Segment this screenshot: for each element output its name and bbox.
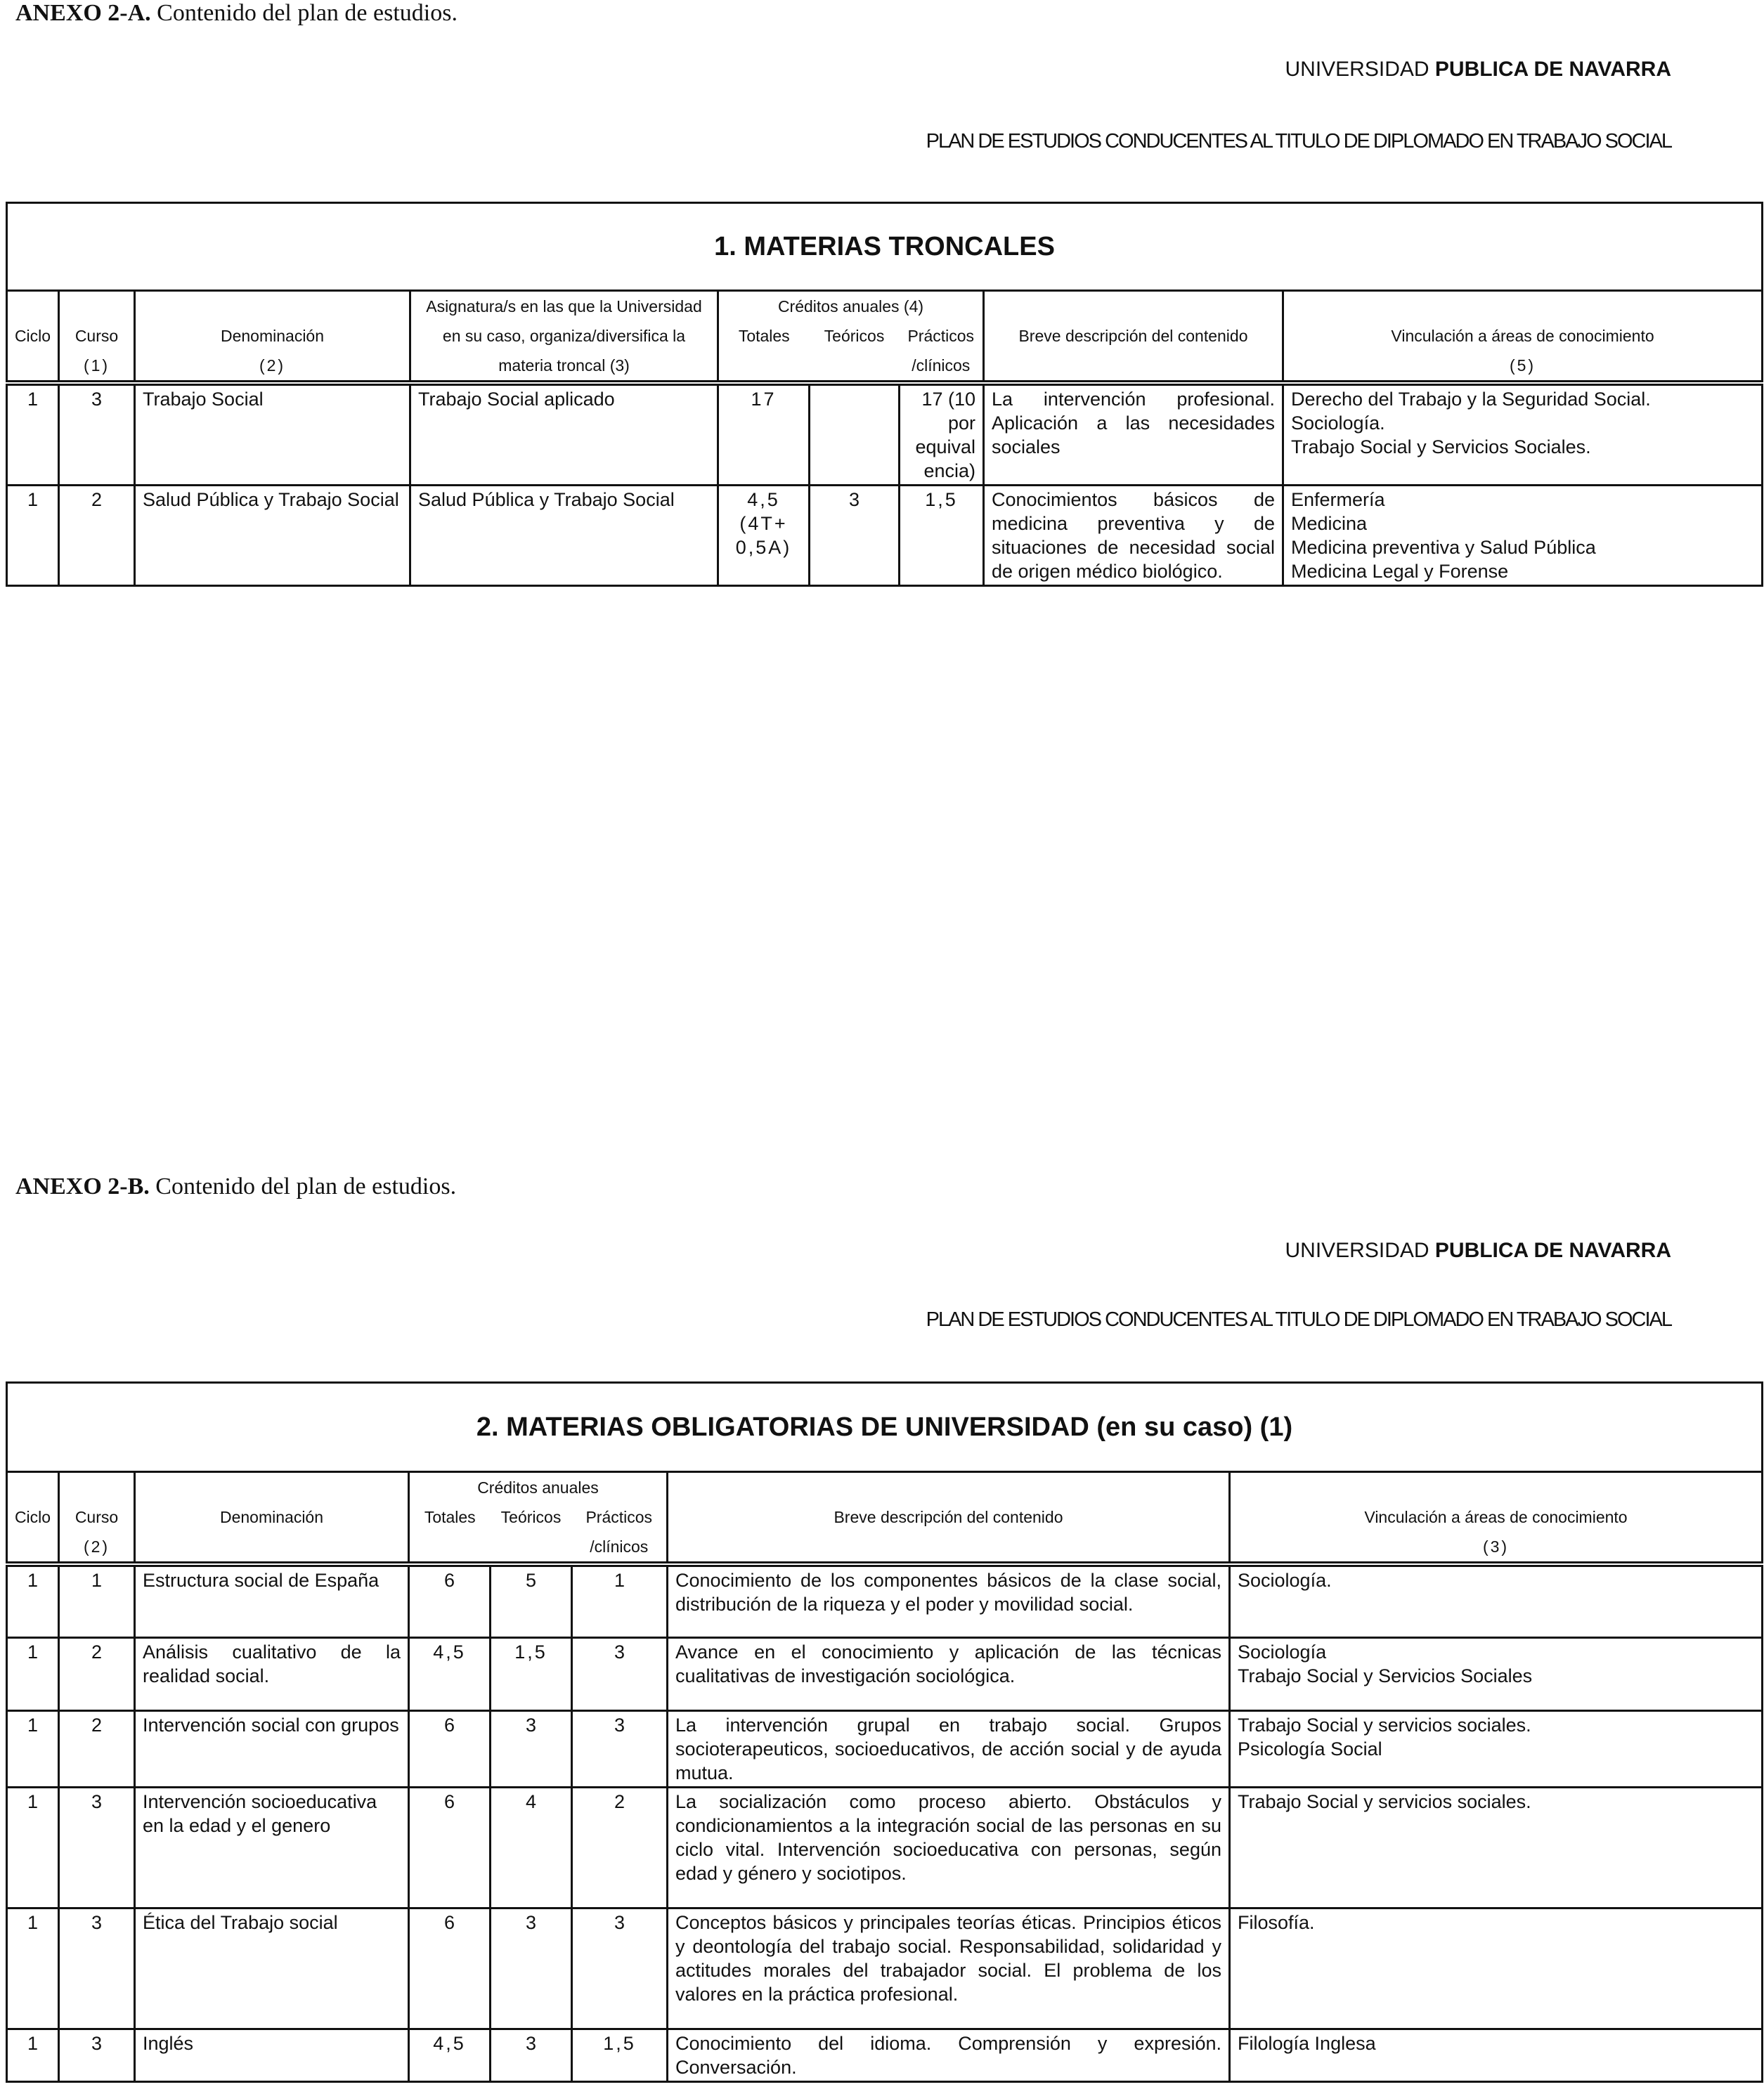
- cell-totales: 4,5: [409, 1637, 491, 1710]
- cell-teoricos: 3: [491, 1710, 572, 1787]
- header-practicos: Prácticos: [900, 321, 984, 351]
- cell-ciclo: 1: [7, 1908, 59, 2029]
- vinculacion-line: Sociología: [1238, 1641, 1327, 1663]
- cell-curso: 2: [59, 486, 135, 586]
- vinculacion-line: Medicina: [1291, 513, 1368, 534]
- table-row: [7, 1908, 1763, 2029]
- university-name: PUBLICA DE NAVARRA: [1434, 1239, 1671, 1262]
- cell-descripcion: Conocimiento de los componentes básicos de la clase social, distribución de la riqueza y el poder y movilidad social.: [668, 1564, 1230, 1637]
- table-row: [7, 383, 1763, 486]
- header-vinculacion: Vinculación a áreas de conocimiento: [1230, 1502, 1763, 1532]
- header-creditos: Créditos anuales (4): [718, 291, 984, 322]
- cell-denominacion: Ética del Trabajo social: [135, 1908, 409, 2029]
- cell-denominacion: Inglés: [135, 2029, 409, 2081]
- header-teoricos: Teóricos: [824, 327, 885, 345]
- cell-descripcion: Avance en el conocimiento y aplicación de las técnicas cualitativas de investigación sociológica.: [668, 1637, 1230, 1710]
- cell-practicos: 2: [572, 1787, 668, 1908]
- cell-denominacion: Intervención socioeducativa en la edad y el genero: [135, 1787, 409, 1908]
- materias-obligatorias-table: [6, 1381, 1763, 2083]
- cell-vinculacion: [1283, 383, 1763, 486]
- anexo-b-university: [1285, 1239, 1672, 1263]
- vinculacion-line: Filología Inglesa: [1238, 2032, 1376, 2054]
- cell-curso: 3: [59, 383, 135, 486]
- table-row: [7, 1564, 1763, 1637]
- header-asignatura-3: materia troncal (3): [410, 351, 718, 383]
- cell-vinculacion: [1230, 1908, 1763, 2029]
- cell-descripcion: Conocimientos básicos de medicina preventiva y de situaciones de necesidad social de origen médico biológico.: [984, 486, 1283, 586]
- vinculacion-line: Trabajo Social y servicios sociales.: [1238, 1790, 1531, 1812]
- header-ciclo: Ciclo: [7, 321, 59, 351]
- cell-teoricos: 5: [491, 1564, 572, 1637]
- header-breve: Breve descripción del contenido: [984, 321, 1283, 351]
- cell-practicos: 1,5: [900, 486, 984, 586]
- header-curso-note: (2): [59, 1532, 135, 1564]
- anexo-b-text: Contenido del plan de estudios.: [155, 1173, 457, 1199]
- header-totales: Totales: [718, 321, 810, 351]
- header-vinculacion: Vinculación a áreas de conocimiento: [1283, 321, 1763, 351]
- cell-teoricos: [810, 383, 900, 486]
- cell-practicos: 3: [572, 1637, 668, 1710]
- university-prefix: UNIVERSIDAD: [1285, 1239, 1429, 1262]
- table-row: [7, 486, 1763, 586]
- cell-teoricos: 3: [810, 486, 900, 586]
- cell-descripcion: Conocimiento del idioma. Comprensión y expresión. Conversación.: [668, 2029, 1230, 2081]
- cell-practicos: 17 (10 por equival encia): [900, 383, 984, 486]
- vinculacion-line: Derecho del Trabajo y la Seguridad Social.: [1291, 389, 1651, 410]
- vinculacion-line: Sociología.: [1291, 412, 1385, 434]
- materias-troncales-table: [6, 202, 1763, 587]
- cell-totales: 17: [718, 383, 810, 486]
- cell-totales: 4,5 (4T+ 0,5A): [718, 486, 810, 586]
- cell-denominacion: Intervención social con grupos: [135, 1710, 409, 1787]
- cell-ciclo: 1: [7, 1787, 59, 1908]
- cell-practicos: 1,5: [572, 2029, 668, 2081]
- header-curso: Curso: [59, 321, 135, 351]
- table-row: [7, 1787, 1763, 1908]
- cell-teoricos: 1,5: [491, 1637, 572, 1710]
- cell-vinculacion: [1230, 1710, 1763, 1787]
- anexo-a-university: [1285, 58, 1672, 82]
- cell-denominacion: Estructura social de España: [135, 1564, 409, 1637]
- cell-descripcion: La intervención profesional. Aplicación a las necesidades sociales: [984, 383, 1283, 486]
- cell-curso: 3: [59, 2029, 135, 2081]
- header-breve: Breve descripción del contenido: [668, 1502, 1230, 1532]
- cell-denominacion: Trabajo Social: [135, 383, 410, 486]
- header-ciclo: Ciclo: [7, 1502, 59, 1532]
- cell-totales: 6: [409, 1908, 491, 2029]
- header-curso-note: (1): [59, 351, 135, 383]
- cell-ciclo: 1: [7, 2029, 59, 2081]
- cell-asignatura: Trabajo Social aplicado: [410, 383, 718, 486]
- header-vinculacion-note: (5): [1283, 351, 1763, 383]
- cell-denominacion: Análisis cualitativo de la realidad social.: [135, 1637, 409, 1710]
- cell-descripcion: La socialización como proceso abierto. Obstáculos y condicionamientos a la integración social de las personas en su ciclo vital. Intervención socioeducativa con personas, según edad y género y sociotipos.: [668, 1787, 1230, 1908]
- cell-teoricos: 3: [491, 1908, 572, 2029]
- table-row: [7, 2029, 1763, 2081]
- anexo-b-plan-title: PLAN DE ESTUDIOS CONDUCENTES AL TITULO DE DIPLOMADO EN TRABAJO SOCIAL: [926, 1308, 1671, 1331]
- cell-vinculacion: [1230, 1637, 1763, 1710]
- header-clinicos: /clínicos: [572, 1532, 668, 1564]
- vinculacion-line: Filosofía.: [1238, 1911, 1315, 1933]
- cell-vinculacion: [1230, 2029, 1763, 2081]
- cell-descripcion: La intervención grupal en trabajo social. Grupos socioterapeuticos, socioeducativos, de acción social y de ayuda mutua.: [668, 1710, 1230, 1787]
- anexo-a-label: ANEXO 2-A.: [15, 0, 151, 26]
- cell-totales: 4,5: [409, 2029, 491, 2081]
- vinculacion-line: Medicina preventiva y Salud Pública: [1291, 537, 1596, 558]
- table-a-title: 1. MATERIAS TRONCALES: [7, 203, 1763, 291]
- cell-practicos: 3: [572, 1710, 668, 1787]
- cell-ciclo: 1: [7, 486, 59, 586]
- cell-curso: 2: [59, 1637, 135, 1710]
- table-b-title: 2. MATERIAS OBLIGATORIAS DE UNIVERSIDAD (en su caso) (1): [7, 1383, 1763, 1472]
- university-name: PUBLICA DE NAVARRA: [1434, 58, 1671, 81]
- vinculacion-line: Medicina Legal y Forense: [1291, 561, 1509, 582]
- cell-vinculacion: [1230, 1564, 1763, 1637]
- anexo-b-label: ANEXO 2-B.: [15, 1173, 150, 1199]
- anexo-a-plan-title: PLAN DE ESTUDIOS CONDUCENTES AL TITULO DE DIPLOMADO EN TRABAJO SOCIAL: [926, 130, 1671, 152]
- vinculacion-line: Trabajo Social y Servicios Sociales.: [1291, 436, 1591, 457]
- cell-teoricos: 4: [491, 1787, 572, 1908]
- table-row: [7, 1710, 1763, 1787]
- cell-curso: 3: [59, 1908, 135, 2029]
- table-row: [7, 1637, 1763, 1710]
- cell-vinculacion: [1283, 486, 1763, 586]
- cell-curso: 3: [59, 1787, 135, 1908]
- header-practicos: Prácticos: [572, 1502, 668, 1532]
- vinculacion-line: Trabajo Social y Servicios Sociales: [1238, 1665, 1533, 1686]
- cell-curso: 1: [59, 1564, 135, 1637]
- header-vinculacion-note: (3): [1230, 1532, 1763, 1564]
- cell-ciclo: 1: [7, 1564, 59, 1637]
- header-denominacion: Denominación: [135, 1502, 409, 1532]
- header-creditos: Créditos anuales: [409, 1472, 668, 1503]
- vinculacion-line: Trabajo Social y servicios sociales.: [1238, 1714, 1531, 1736]
- anexo-b-heading: [15, 1173, 456, 1200]
- cell-totales: 6: [409, 1787, 491, 1908]
- vinculacion-line: Psicología Social: [1238, 1738, 1382, 1760]
- cell-totales: 6: [409, 1564, 491, 1637]
- cell-practicos: 1: [572, 1564, 668, 1637]
- cell-asignatura: Salud Pública y Trabajo Social: [410, 486, 718, 586]
- cell-vinculacion: [1230, 1787, 1763, 1908]
- header-curso: Curso: [59, 1502, 135, 1532]
- cell-ciclo: 1: [7, 383, 59, 486]
- cell-denominacion: Salud Pública y Trabajo Social: [135, 486, 410, 586]
- anexo-a-text: Contenido del plan de estudios.: [157, 0, 458, 26]
- cell-totales: 6: [409, 1710, 491, 1787]
- cell-teoricos: 3: [491, 2029, 572, 2081]
- header-asignatura-2: en su caso, organiza/diversifica la: [410, 321, 718, 351]
- header-denominacion: Denominación: [135, 321, 410, 351]
- cell-ciclo: 1: [7, 1637, 59, 1710]
- header-totales: Totales: [409, 1502, 491, 1532]
- university-prefix: UNIVERSIDAD: [1285, 58, 1429, 81]
- vinculacion-line: Sociología.: [1238, 1570, 1332, 1591]
- anexo-a-heading: [15, 0, 458, 27]
- header-asignatura-1: Asignatura/s en las que la Universidad: [410, 291, 718, 322]
- header-teoricos: Teóricos: [500, 1508, 562, 1526]
- cell-descripcion: Conceptos básicos y principales teorías éticas. Principios éticos y deontología del trabajo social. Responsabilidad, solidaridad y actitudes morales del trabajador social. El problema de los valores en la práctica profesional.: [668, 1908, 1230, 2029]
- header-denominacion-note: (2): [135, 351, 410, 383]
- cell-curso: 2: [59, 1710, 135, 1787]
- header-clinicos: /clínicos: [900, 351, 984, 383]
- vinculacion-line: Enfermería: [1291, 489, 1385, 510]
- cell-ciclo: 1: [7, 1710, 59, 1787]
- cell-practicos: 3: [572, 1908, 668, 2029]
